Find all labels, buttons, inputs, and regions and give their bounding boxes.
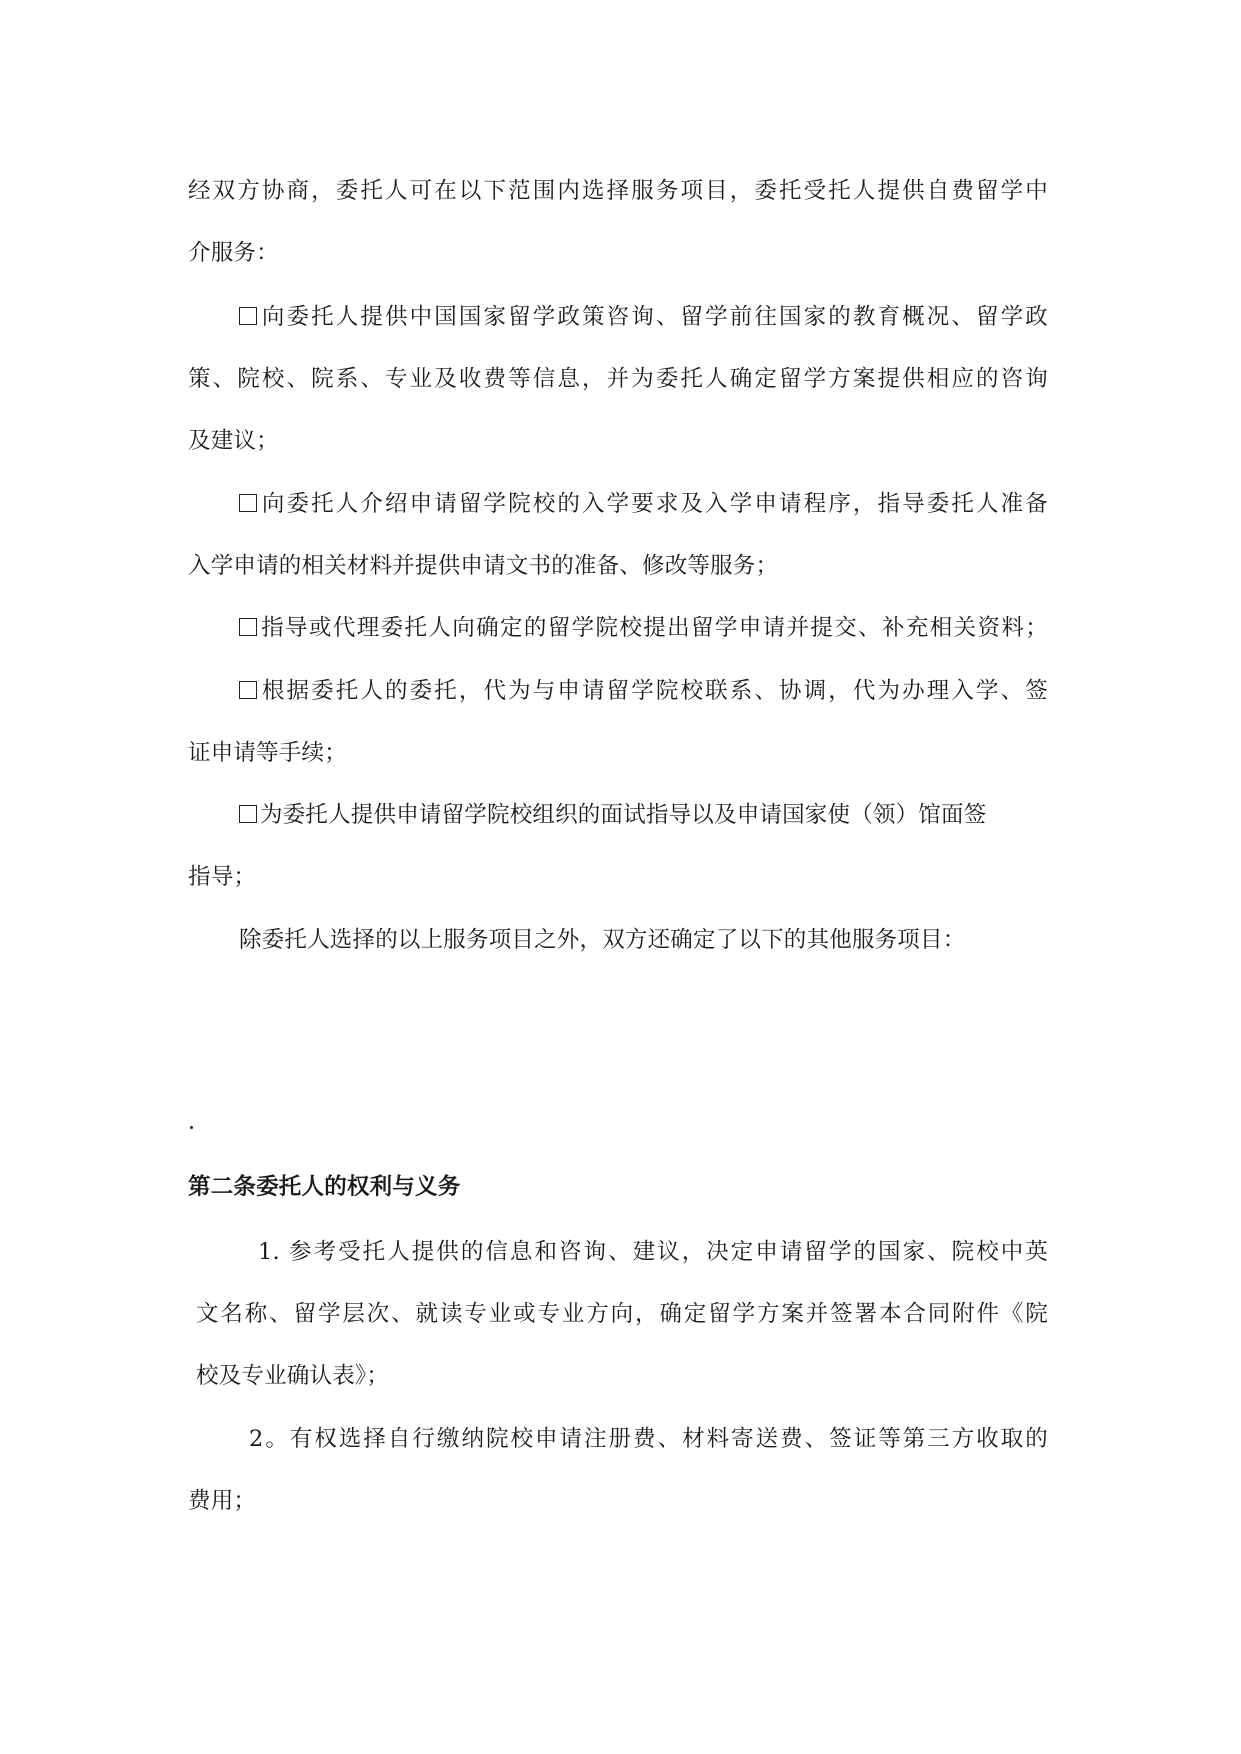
checkbox-icon[interactable] (239, 681, 257, 699)
stray-dot (190, 1126, 193, 1129)
section-2-title: 第二条委托人的权利与义务 (188, 1174, 461, 1200)
service-option-2 (239, 489, 1048, 519)
section-2-item-2-line-2: 费用； (188, 1488, 257, 1514)
section-2-item-1-line-1: 1. 参考受托人提供的信息和咨询、建议，决定申请留学的国家、院校中英 (258, 1239, 1048, 1265)
service-option-4-text: 根据委托人的委托，代为与申请留学院校联系、协调，代为办理入学、签 (260, 678, 1048, 704)
service-option-1-line-2: 策、院校、院系、专业及收费等信息，并为委托人确定留学方案提供相应的咨询 (188, 366, 1048, 392)
service-option-4 (239, 676, 1048, 706)
service-option-2-text: 向委托人介绍申请留学院校的入学要求及入学申请程序，指导委托人准备 (260, 491, 1048, 517)
service-option-3 (239, 613, 1048, 643)
intro-line-2: 介服务： (188, 240, 279, 266)
checkbox-icon[interactable] (239, 494, 257, 512)
section-2-item-1-line-3: 校及专业确认表》； (196, 1363, 390, 1389)
service-option-1-text: 向委托人提供中国国家留学政策咨询、留学前往国家的教育概况、留学政 (260, 304, 1048, 330)
checkbox-icon[interactable] (239, 805, 257, 823)
service-option-2-line-2: 入学申请的相关材料并提供申请文书的准备、修改等服务； (188, 553, 779, 579)
service-option-5-text: 为委托人提供申请留学院校组织的面试指导以及申请国家使（领）馆面签 (260, 802, 987, 828)
section-2-item-2-line-1: 2。有权选择自行缴纳院校申请注册费、材料寄送费、签证等第三方收取的 (249, 1426, 1048, 1452)
service-option-5 (239, 800, 986, 830)
service-option-3-text: 指导或代理委托人向确定的留学院校提出留学申请并提交、补充相关资料； (260, 615, 1048, 641)
other-services-text: 除委托人选择的以上服务项目之外，双方还确定了以下的其他服务项目： (239, 927, 966, 953)
service-option-4-line-2: 证申请等手续； (188, 740, 347, 766)
service-option-1-line-3: 及建议； (188, 428, 279, 454)
section-2-item-1-line-2: 文名称、留学层次、就读专业或专业方向，确定留学方案并签署本合同附件《院 (196, 1301, 1048, 1327)
checkbox-icon[interactable] (239, 618, 257, 636)
checkbox-icon[interactable] (239, 307, 257, 325)
service-option-5-line-2: 指导； (188, 864, 257, 890)
service-option-1 (239, 302, 1048, 332)
intro-line-1: 经双方协商，委托人可在以下范围内选择服务项目，委托受托人提供自费留学中 (188, 178, 1048, 204)
